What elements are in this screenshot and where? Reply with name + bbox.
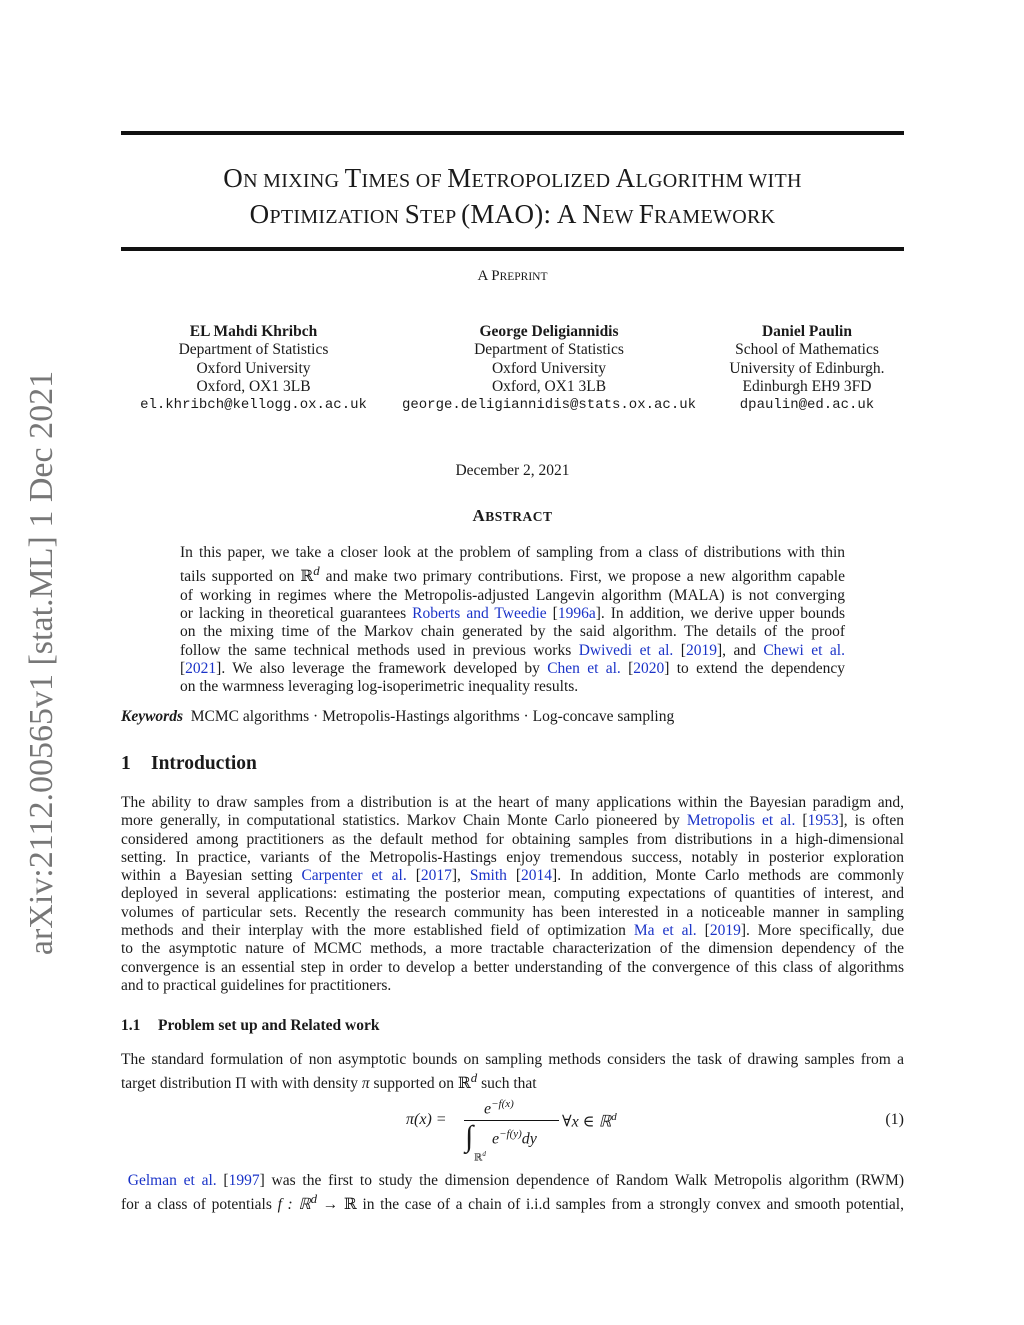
equation-numerator: $e^{-f(x)}$ — [484, 1098, 514, 1118]
author-addr: Oxford, OX1 3LB — [491, 377, 607, 395]
keywords-text: MCMC algorithms · Metropolis-Hastings algorithms · Log-concave sampling — [190, 708, 675, 725]
author-addr: Oxford, OX1 3LB — [196, 377, 311, 395]
equation-number: (1) — [885, 1111, 904, 1128]
citation-year-link[interactable]: 2019 — [685, 641, 717, 659]
title-bottom-rule — [121, 247, 904, 251]
citation-year-link[interactable]: 2020 — [633, 659, 665, 677]
citation-link[interactable]: Chen et al. — [547, 659, 621, 677]
citation-link[interactable]: Ma et al. — [633, 922, 697, 940]
abstract-heading: ABSTRACT — [472, 506, 553, 525]
author-block-3 — [712, 323, 902, 414]
citation-year-link[interactable]: 2021 — [185, 659, 217, 677]
paper-date: December 2, 2021 — [455, 462, 570, 479]
paper-title-line-2: OPTIMIZATION STEP (MAO): A NEW FRAMEWORK — [249, 199, 776, 229]
introduction-paragraph: The ability to draw samples from a distribution is at the heart of many applications within the Bayesian paradigm and, more generally, in computational statistics. Markov Chain Monte Carlo pioneered by Metropolis et al. [1953], is often considered among practitioners as the default method for obtaining samples from distributions in a high-dimensional setting. In practice, variants of the Metropolis-Hastings enjoy tremendous success, notably in posterior exploration within a Bayesian setting Carpenter et al. [2017], Smith [2014]. In addition, Monte Carlo methods are commonly deployed in several applications: estimating the posterior mean, computing expectations of quantities of interest, and volumes of particular sets. Recently the research community has been interested in a noticeable manner in sampling methods and their interplay with the more established field of optimization Ma et al. [2019]. More specifically, due to the asymptotic nature of MCMC methods, a more tractable characterization of the dimension dependency of the convergence is an essential step in order to develop a better understanding of the convergence of this class of algorithms and to practical guidelines for practitioners. — [121, 794, 904, 994]
author-inst: Oxford University — [196, 359, 311, 377]
citation-year-link[interactable]: 2014 — [521, 867, 553, 885]
preprint-label: A PREPRINT — [477, 268, 548, 284]
section-heading-introduction: 1 Introduction — [121, 753, 257, 774]
citation-year-link[interactable]: 2017 — [420, 867, 452, 885]
citation-link[interactable]: Chewi et al. — [763, 641, 845, 659]
equation-1 — [121, 1098, 904, 1166]
author-email[interactable]: el.khribch@kellogg.ox.ac.uk — [140, 397, 367, 414]
citation-year-link[interactable]: 1997 — [228, 1172, 260, 1189]
equation-denominator: $e^{-f(y)}dy$ — [492, 1128, 537, 1148]
author-name: EL Mahdi Khribch — [189, 323, 318, 340]
author-dept: Department of Statistics — [178, 341, 329, 359]
citation-link[interactable]: Dwivedi et al. — [578, 641, 674, 659]
author-name: Daniel Paulin — [761, 323, 852, 340]
author-block-2 — [386, 323, 712, 414]
closing-paragraph: Gelman et al. [1997] was the first to study the dimension dependence of Random Walk Metropolis algorithm (RWM) for a class of potentials f : ℝ$^d$ → ℝ in the case of a chain of i.i.d samples from a strongly convex and smooth potential, — [121, 1172, 904, 1214]
equation-lhs: π(x) = — [406, 1111, 447, 1128]
author-dept: School of Mathematics — [735, 341, 879, 359]
author-email[interactable]: george.deligiannidis@stats.ox.ac.uk — [401, 397, 697, 414]
author-addr: Edinburgh EH9 3FD — [742, 377, 872, 395]
citation-year-link[interactable]: 1953 — [807, 812, 839, 830]
keywords-label: Keywords — [121, 708, 183, 725]
author-email[interactable]: dpaulin@ed.ac.uk — [739, 397, 875, 414]
author-name: George Deligiannidis — [479, 323, 619, 340]
citation-link[interactable]: Metropolis et al. — [686, 812, 796, 830]
fraction-bar — [464, 1120, 559, 1121]
arxiv-sidebar-stamp: arXiv:2112.00565v1 [stat.ML] 1 Dec 2021 — [23, 370, 60, 956]
citation-year-link[interactable]: 1996a — [557, 605, 596, 623]
author-inst: Oxford University — [491, 359, 607, 377]
integral-sign: ∫ — [465, 1120, 474, 1153]
citation-link[interactable]: Carpenter et al. — [301, 867, 407, 885]
citation-year-link[interactable]: 2019 — [709, 922, 741, 940]
citation-link[interactable]: Roberts and Tweedie — [412, 605, 547, 623]
equation-rhs: ∀x ∈ ℝ$^d$ — [562, 1111, 617, 1131]
author-block-1 — [121, 323, 386, 414]
title-top-rule — [121, 131, 904, 135]
paper-title-line-1: ON MIXING TIMES OF METROPOLIZED ALGORITHM WITH — [223, 163, 802, 193]
abstract-body: In this paper, we take a closer look at the problem of sampling from a class of distributions with thin tails supported on ℝ$^d$ and make two primary contributions. First, we propose a new algorithm capable of working in regimes where the Metropolis-adjusted Langevin algorithm (MALA) is not converging or lacking in theoretical guarantees Roberts and Tweedie [1996a]. In addition, we derive upper bounds on the mixing time of the Markov chain generated by the said algorithm. The details of the proof follow the same technical methods used in previous works Dwivedi et al. [2019], and Chewi et al. [2021]. We also leverage the framework developed by Chen et al. [2020] to extend the dependency on the warmness leveraging log-isoperimetric inequality results. — [180, 544, 846, 696]
integral-domain: ℝ$^d$ — [474, 1150, 486, 1164]
author-dept: Department of Statistics — [474, 341, 624, 359]
citation-link[interactable]: Smith — [469, 867, 507, 885]
citation-link[interactable]: Gelman et al. — [127, 1172, 217, 1189]
problem-paragraph: The standard formulation of non asymptotic bounds on sampling methods considers the task of drawing samples from a target distribution Π with with density π supported on ℝ$^d$ such that — [121, 1051, 904, 1093]
keywords-line — [121, 708, 674, 726]
author-inst: University of Edinburgh. — [729, 359, 885, 377]
subsection-heading-problem-setup: 1.1 Problem set up and Related work — [121, 1017, 380, 1034]
